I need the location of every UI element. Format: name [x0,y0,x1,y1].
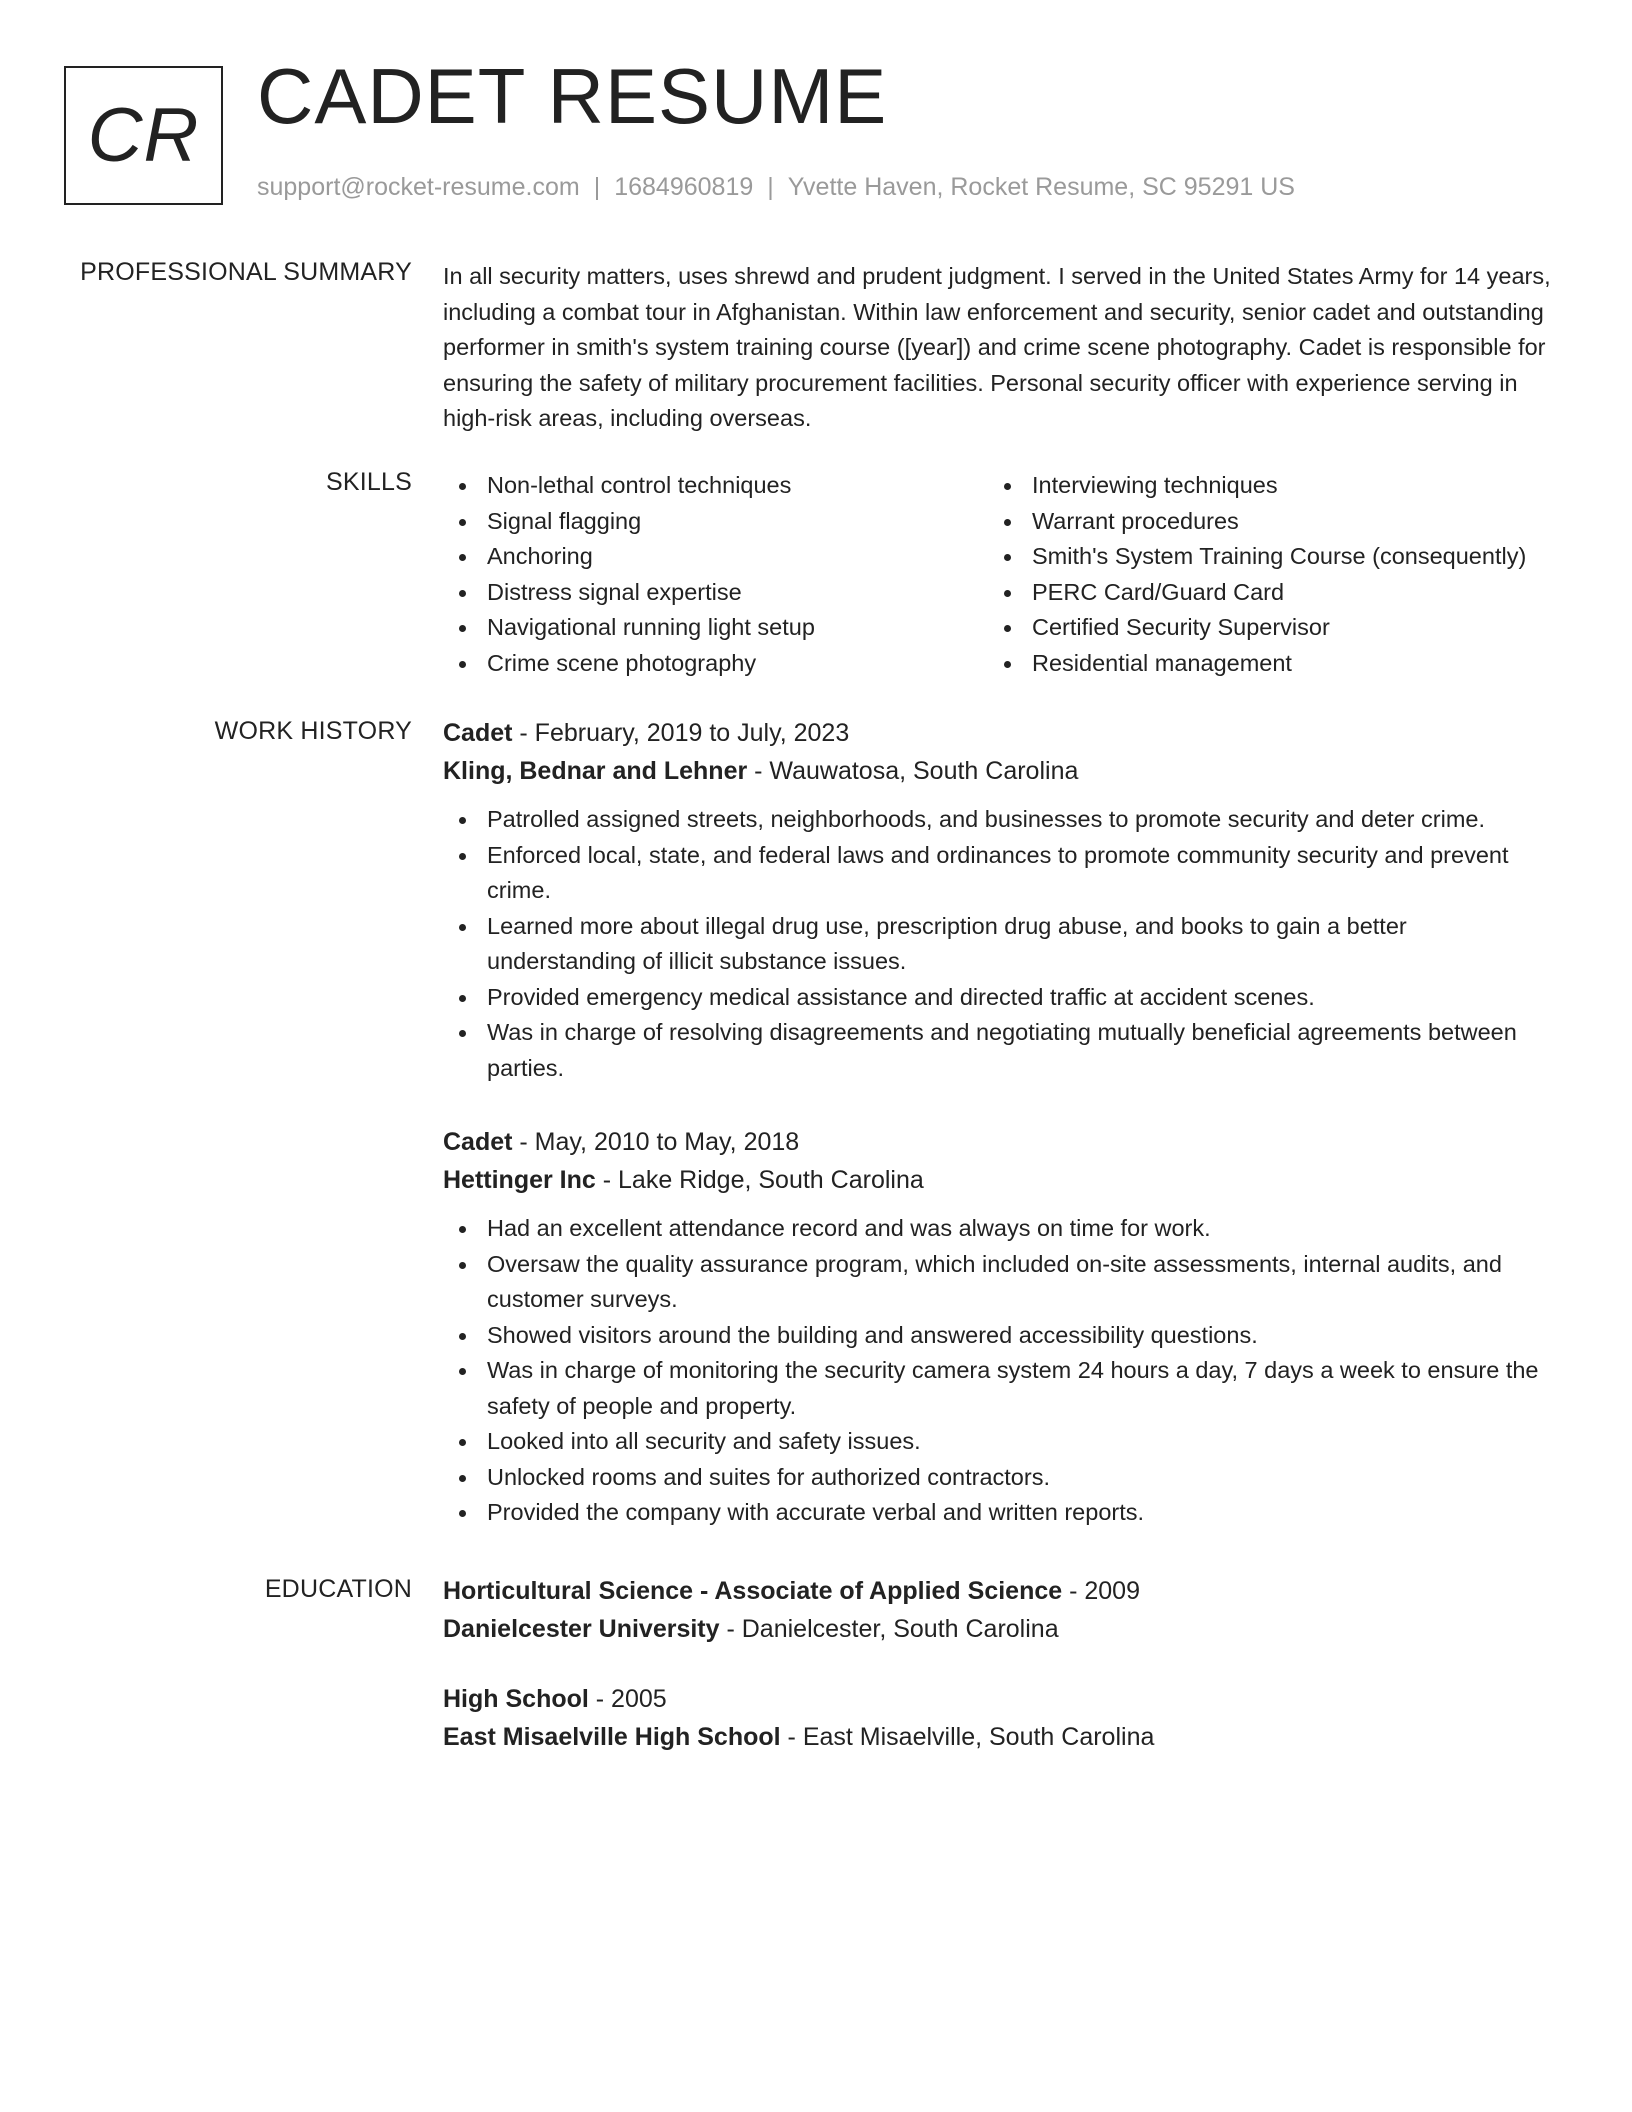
job-duty: Was in charge of monitoring the security camera system 24 hours a day, 7 days a week to ensure the safety of people and property. [443,1353,1553,1424]
job-title: Cadet [443,719,513,747]
contact-line [257,173,1295,202]
summary-body [443,259,1553,437]
job-duty: Oversaw the quality assurance program, which included on-site assessments, internal audits, and customer surveys. [443,1247,1553,1318]
job-duties-list [443,1211,1553,1531]
skill-item: Navigational running light setup [443,610,988,646]
job-duty: Showed visitors around the building and answered accessibility questions. [443,1318,1553,1354]
contact-separator: | [767,173,774,201]
job-title: Cadet [443,1128,513,1156]
contact-email[interactable]: support@rocket-resume.com [257,173,580,201]
skill-item: Certified Security Supervisor [988,610,1526,646]
job-company: Kling, Bednar and Lehner [443,756,748,785]
education-school-line [443,1611,1553,1649]
section-label-education: EDUCATION [264,1575,412,1603]
summary-text: In all security matters, uses shrewd and prudent judgment. I served in the United States Army for 14 years, including a combat tour in Afghanistan. Within law enforcement and security, senior cadet and outstanding performer in smith's system training course ([year]) and crime scene photography. Cadet is responsible for ensuring the safety of military procurement facilities. Personal security officer with experience serving in high-risk areas, including overseas. [443,263,1551,431]
job-entry [443,715,1553,1086]
education-degree-line [443,1573,1553,1611]
job-dates: - May, 2010 to May, 2018 [512,1128,800,1156]
job-company-line [443,753,1553,791]
job-location: - Wauwatosa, South Carolina [747,756,1079,785]
skill-item: Anchoring [443,539,988,575]
job-duty: Provided emergency medical assistance and directed traffic at accident scenes. [443,980,1553,1016]
monogram-logo: CR [64,66,223,205]
skills-columns [443,468,1553,681]
skill-item: Non-lethal control techniques [443,468,988,504]
skill-item: Smith's System Training Course (consequently) [988,539,1526,575]
skill-item: Crime scene photography [443,646,988,682]
education-degree: Horticultural Science - Associate of Applied Science [443,1577,1063,1605]
job-duty: Provided the company with accurate verbal and written reports. [443,1495,1553,1531]
skill-item: Residential management [988,646,1526,682]
contact-separator: | [593,173,601,201]
education-entry [443,1573,1553,1648]
skill-item: PERC Card/Guard Card [988,575,1526,611]
education-year: - 2009 [1062,1577,1140,1605]
job-duties-list [443,802,1553,1086]
skills-list-right [988,468,1526,681]
skill-item: Signal flagging [443,504,988,540]
skill-item: Interviewing techniques [988,468,1526,504]
education-school: East Misaelville High School [443,1722,781,1751]
work-history-body [443,715,1553,1531]
job-duty: Had an excellent attendance record and was always on time for work. [443,1211,1553,1247]
education-location: - Danielcester, South Carolina [719,1614,1059,1643]
job-title-line [443,715,1553,753]
skills-body [443,468,1553,681]
job-duty: Looked into all security and safety issues. [443,1424,1553,1460]
job-company: Hettinger Inc [443,1165,596,1194]
education-location: - East Misaelville, South Carolina [780,1722,1155,1751]
resume-title: CADET RESUME [257,52,888,140]
job-location: - Lake Ridge, South Carolina [595,1165,924,1194]
section-label-work: WORK HISTORY [214,717,412,745]
job-duty: Patrolled assigned streets, neighborhoods, and businesses to promote security and deter crime. [443,802,1553,838]
job-duty: Unlocked rooms and suites for authorized contractors. [443,1460,1553,1496]
job-company-line [443,1162,1553,1200]
education-school-line [443,1719,1553,1757]
job-dates: - February, 2019 to July, 2023 [512,719,850,747]
job-duty: Was in charge of resolving disagreements and negotiating mutually beneficial agreements between parties. [443,1015,1553,1086]
job-duty: Learned more about illegal drug use, prescription drug abuse, and books to gain a better understanding of illicit substance issues. [443,909,1553,980]
section-label-summary: PROFESSIONAL SUMMARY [80,258,412,286]
skill-item: Distress signal expertise [443,575,988,611]
education-year: - 2005 [588,1685,667,1713]
education-school: Danielcester University [443,1614,720,1643]
skill-item: Warrant procedures [988,504,1526,540]
job-entry [443,1124,1553,1531]
section-label-skills: SKILLS [326,468,412,496]
job-duty: Enforced local, state, and federal laws and ordinances to promote community security and prevent crime. [443,838,1553,909]
education-entry [443,1681,1553,1756]
education-body [443,1573,1553,1756]
education-degree: High School [443,1685,589,1713]
education-degree-line [443,1681,1553,1719]
contact-address: Yvette Haven, Rocket Resume, SC 95291 US [787,173,1295,201]
contact-phone[interactable]: 1684960819 [614,173,754,201]
skills-list-left [443,468,988,681]
job-title-line [443,1124,1553,1162]
